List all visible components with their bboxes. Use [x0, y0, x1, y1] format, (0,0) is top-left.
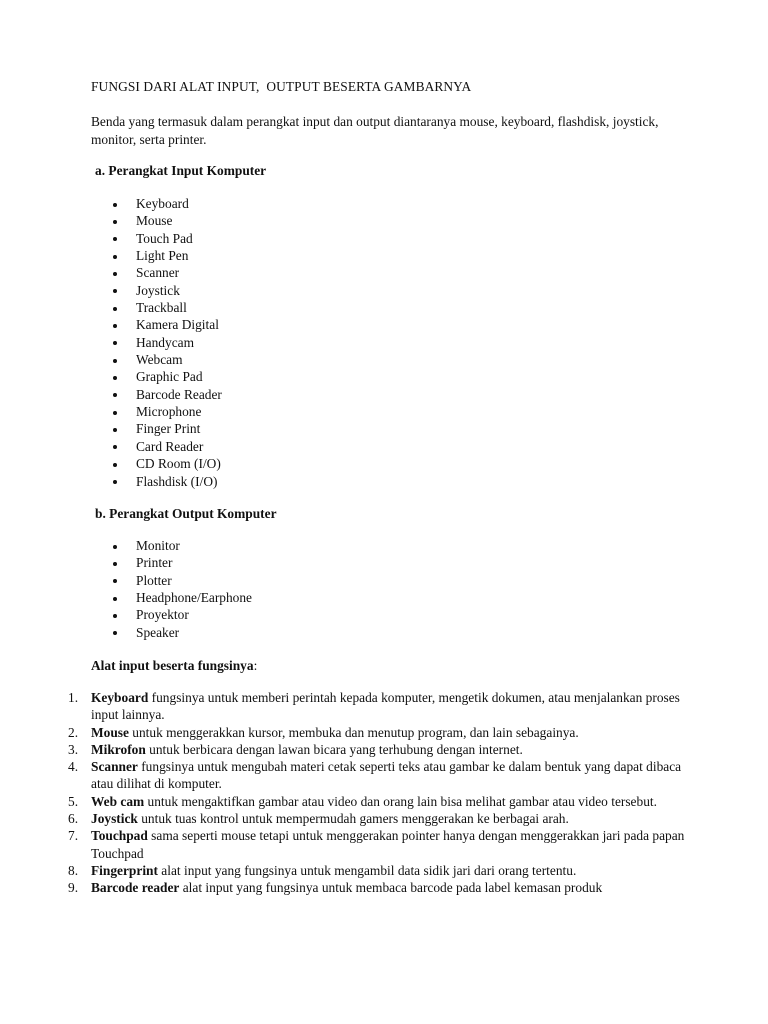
item-description: untuk menggerakkan kursor, membuka dan menutup program, dan lain sebagainya. [128, 724, 579, 740]
item-description: fungsinya untuk memberi perintah kepada komputer, mengetik dokumen, atau menjalankan proses input lainnya. [91, 690, 680, 723]
item-term: Fingerprint [91, 862, 158, 878]
list-item: Trackball [0, 299, 222, 316]
intro-paragraph: Benda yang termasuk dalam perangkat input dan output diantaranya mouse, keyboard, flashdisk, joystick, monitor, serta printer. [91, 114, 659, 147]
item-number: 3. [68, 741, 79, 757]
list-item: Kamera Digital [0, 316, 222, 333]
item-number: 4. [68, 759, 79, 775]
item-description: untuk tuas kontrol untuk mempermudah gamers menggerakan ke berbagai arah. [137, 811, 569, 827]
input-functions-heading-text: Alat input beserta fungsinya [91, 658, 254, 673]
list-item: Microphone [0, 403, 222, 420]
list-item [0, 724, 700, 741]
list-item: Card Reader [0, 438, 222, 455]
list-item: Handycam [0, 334, 222, 351]
list-item: Scanner [0, 264, 222, 281]
list-item: Mouse [0, 212, 222, 229]
item-term: Web cam [91, 793, 145, 809]
list-item [0, 879, 700, 896]
list-item: Graphic Pad [0, 368, 222, 385]
list-item [0, 862, 700, 879]
list-item [0, 810, 700, 827]
list-item: Headphone/Earphone [0, 589, 252, 606]
list-item [0, 793, 700, 810]
list-item: Flashdisk (I/O) [0, 473, 222, 490]
item-number: 2. [68, 724, 79, 740]
item-number: 6. [68, 811, 79, 827]
input-devices-heading: a. Perangkat Input Komputer [95, 163, 267, 178]
heading-colon: : [253, 658, 258, 673]
list-item: Barcode Reader [0, 386, 222, 403]
item-number: 9. [68, 880, 79, 896]
output-devices-list [0, 537, 252, 641]
list-item [0, 741, 700, 758]
item-description: alat input yang fungsinya untuk mengambil data sidik jari dari orang tertentu. [157, 862, 577, 878]
input-devices-list [0, 195, 222, 490]
list-item: Finger Print [0, 420, 222, 437]
list-item: Webcam [0, 351, 222, 368]
list-item: Proyektor [0, 606, 252, 623]
item-term: Touchpad [91, 828, 148, 844]
list-item [0, 827, 700, 862]
document-title: FUNGSI DARI ALAT INPUT, OUTPUT BESERTA GAMBARNYA [91, 79, 472, 94]
item-description: untuk berbicara dengan lawan bicara yang terhubung dengan internet. [145, 741, 523, 757]
item-number: 1. [68, 690, 79, 705]
item-number: 7. [68, 828, 79, 844]
list-item: Touch Pad [0, 230, 222, 247]
item-term: Keyboard [91, 690, 149, 705]
input-functions-list [0, 689, 700, 897]
item-term: Scanner [91, 759, 138, 775]
item-term: Mikrofon [91, 741, 146, 757]
item-number: 8. [68, 862, 79, 878]
output-devices-heading: b. Perangkat Output Komputer [95, 506, 277, 521]
item-term: Barcode reader [91, 880, 180, 896]
item-number: 5. [68, 793, 79, 809]
list-item [0, 689, 700, 724]
list-item [0, 758, 700, 793]
list-item: Keyboard [0, 195, 222, 212]
item-term: Mouse [91, 724, 129, 740]
input-functions-heading [91, 657, 257, 674]
list-item: Light Pen [0, 247, 222, 264]
item-description: sama seperti mouse tetapi untuk menggerakan pointer hanya dengan menggerakkan jari pada papan Touchpad [91, 828, 685, 861]
list-item: Plotter [0, 572, 252, 589]
list-item: Printer [0, 554, 252, 571]
item-description: fungsinya untuk mengubah materi cetak seperti teks atau gambar ke dalam bentuk yang dapat dibaca atau dilihat di komputer. [91, 759, 682, 792]
list-item: Monitor [0, 537, 252, 554]
item-term: Joystick [91, 811, 138, 827]
list-item: Speaker [0, 624, 252, 641]
item-description: alat input yang fungsinya untuk membaca barcode pada label kemasan produk [179, 880, 603, 896]
item-description: untuk mengaktifkan gambar atau video dan orang lain bisa melihat gambar atau video tersebut. [144, 793, 657, 809]
list-item: CD Room (I/O) [0, 455, 222, 472]
list-item: Joystick [0, 282, 222, 299]
